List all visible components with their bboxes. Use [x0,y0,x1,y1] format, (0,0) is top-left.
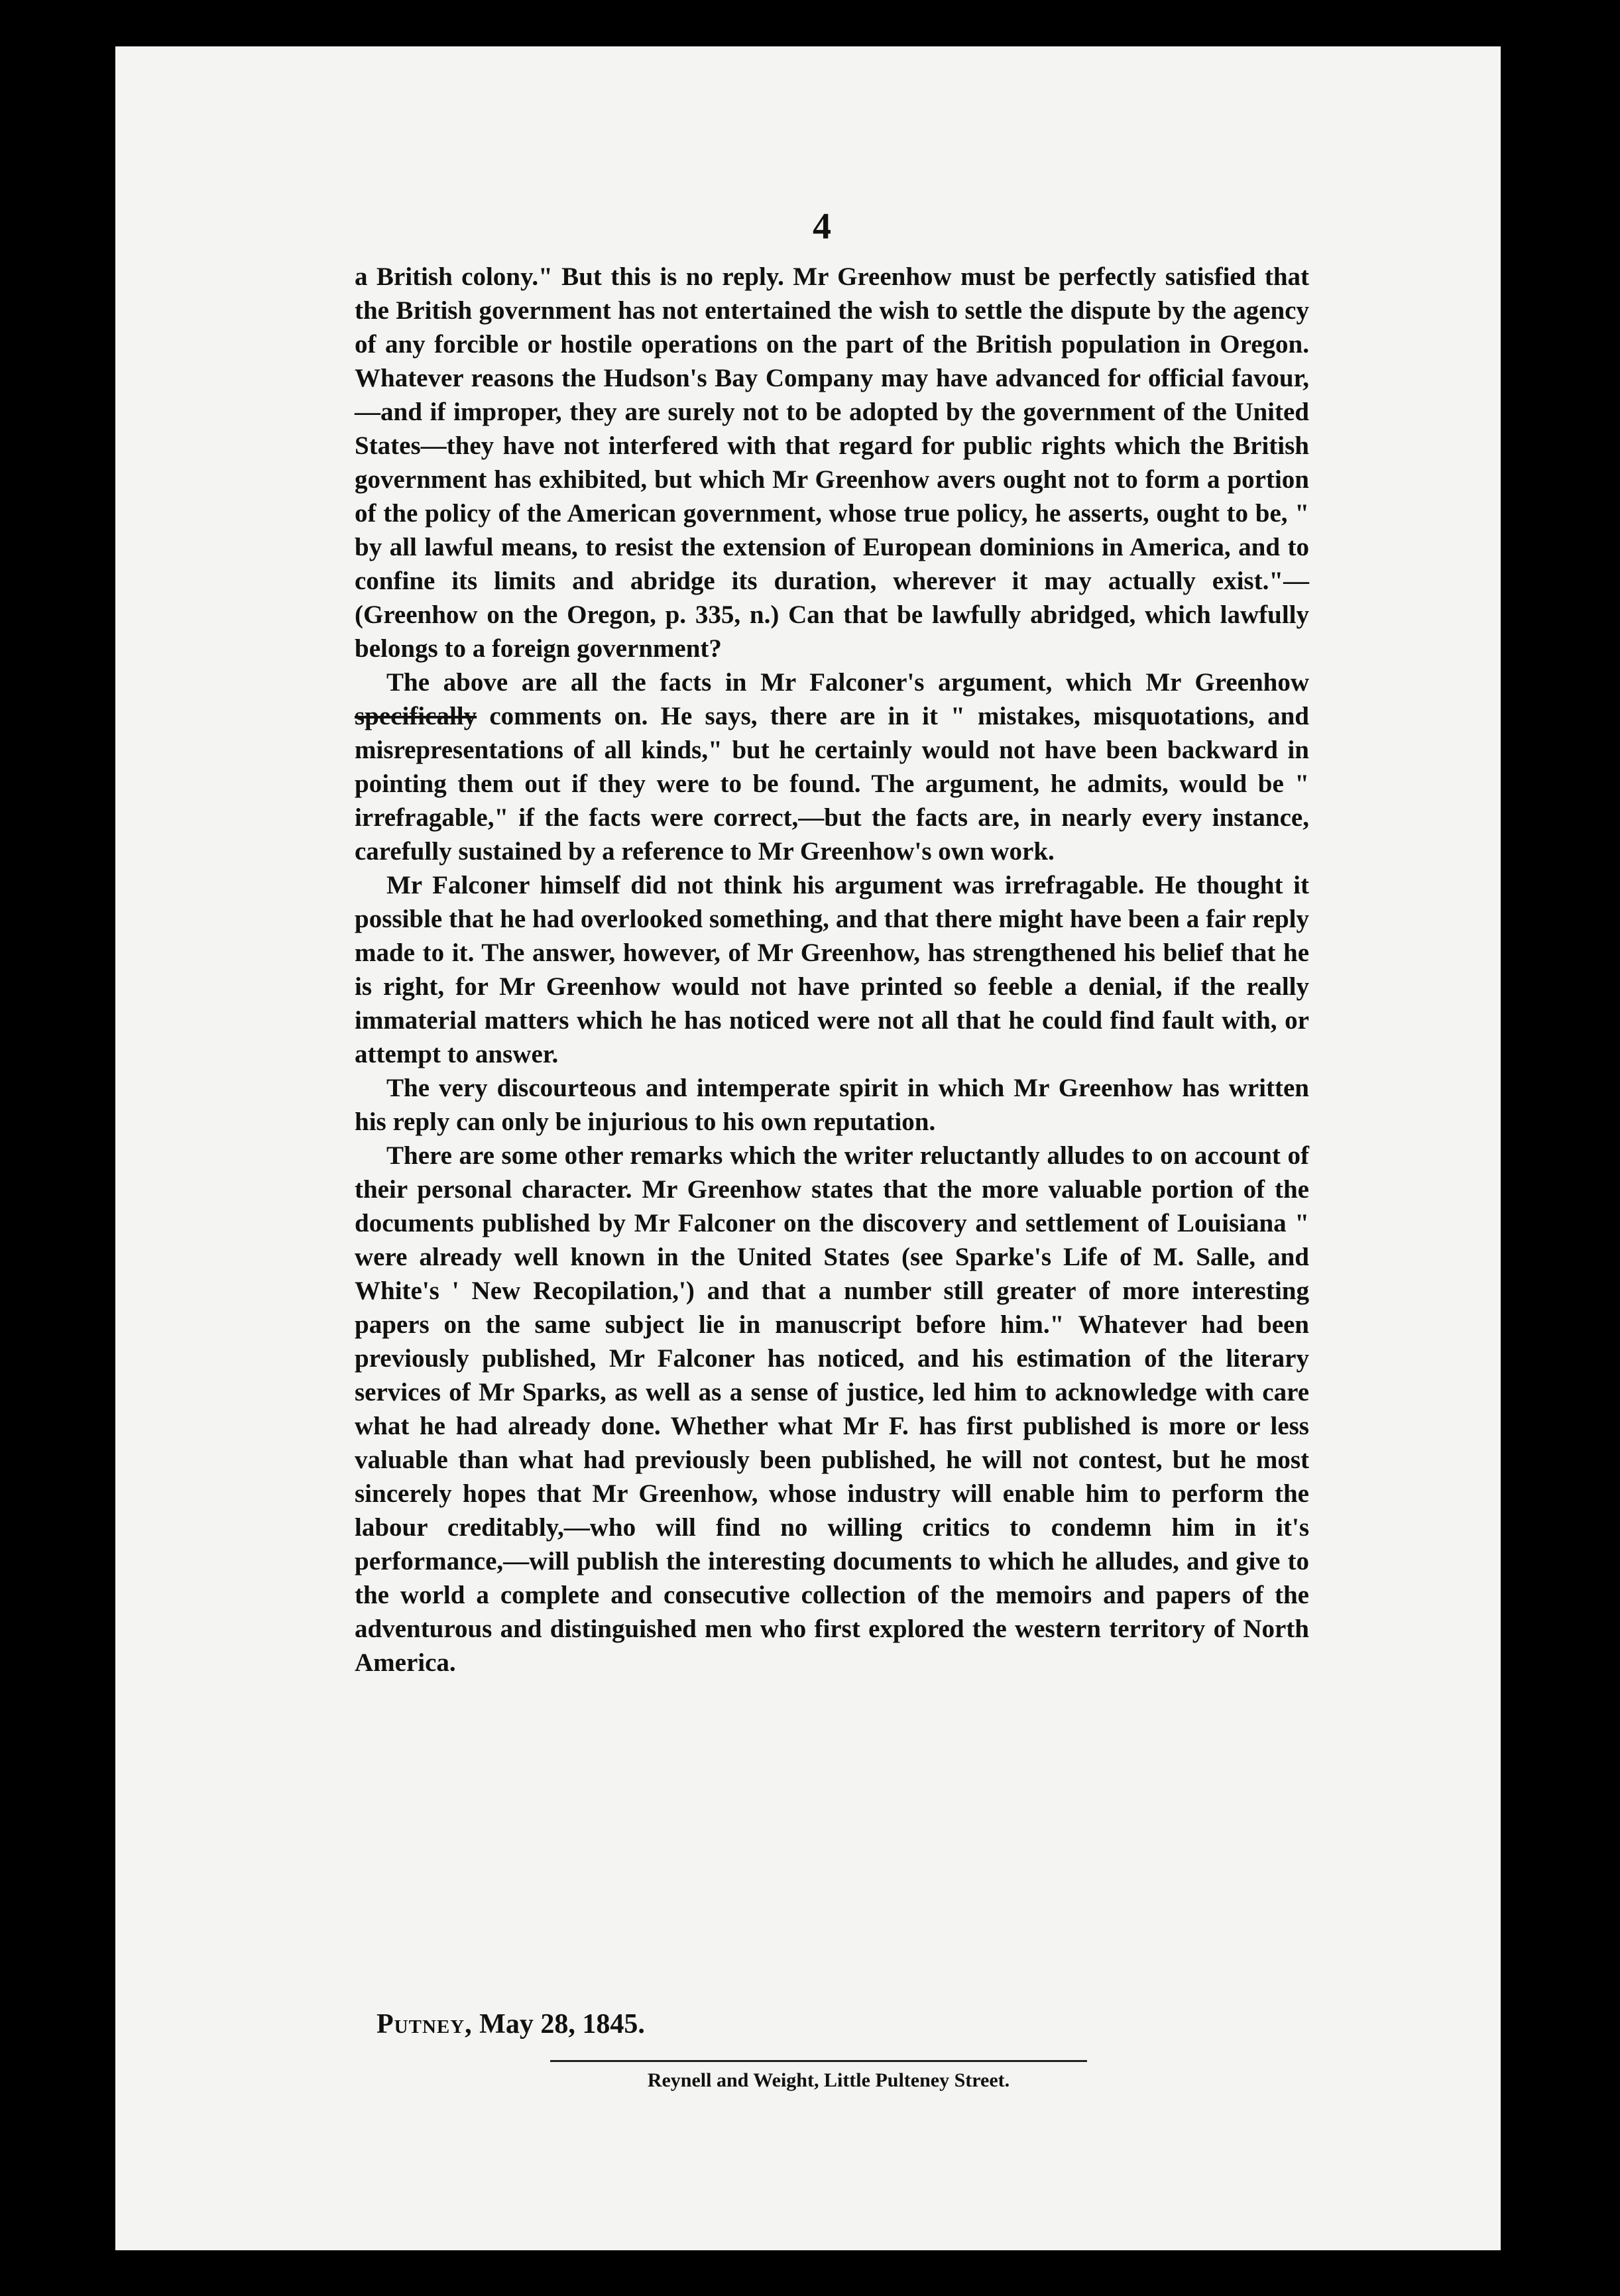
paragraph-5: There are some other remarks which the writer reluctantly alludes to on account of their personal character. Mr Greenhow states that the more valuable portion of the documents published by Mr Falconer on the discovery and settlement of Louisiana " were already well known in the United States (see Sparke's Life of M. Salle, and White's ' New Recopilation,') and that a number still greater of more interesting papers on the same subject lie in manuscript before him." Whatever had been previously published, Mr Falconer has noticed, and his estimation of the literary services of Mr Sparks, as well as a sense of justice, led him to acknowledge with care what he had already done. Whether what Mr F. has first published is more or less valuable than what had previously been published, he will not contest, but he most sincerely hopes that Mr Greenhow, whose industry will enable him to perform the labour creditably,—who will find no willing critics to condemn him in it's performance,—will publish the interesting documents to which he alludes, and give to the world a complete and consecutive collection of the memoirs and papers of the adventurous and distinguished men who first explored the western territory of North America. [355,1141,1309,1677]
struck-through-word: specifically [355,702,477,730]
paragraph-2-end: comments on. He says, there are in it " mistakes, misquotations, and misrepresentations of all kinds," but he certainly would not have been backward in pointing them out if they were to be found. The argument, he admits, would be " irrefragable," if the facts were correct,—but the facts are, in nearly every instance, carefully sustained by a reference to Mr Greenhow's own work. [355,702,1309,866]
paragraph-4: The very discourteous and intemperate spirit in which Mr Greenhow has written his reply can only be injurious to his own reputation. [355,1074,1309,1136]
paragraph-2 [355,665,1309,868]
paragraph-3: Mr Falconer himself did not think his argument was irrefragable. He thought it possible that he had overlooked something, and that there might have been a fair reply made to it. The answer, however, of Mr Greenhow, has strengthened his belief that he is right, for Mr Greenhow would not have printed so feeble a denial, if the really immaterial matters which he has noticed were not all that he could find fault with, or attempt to answer. [355,871,1309,1068]
body-text [355,260,1309,1680]
dateline-place: Putney, [376,2009,473,2039]
page-number: 4 [813,206,831,247]
paragraph-2-start: The above are all the facts in Mr Falconer's argument, which Mr Greenhow [386,668,1309,697]
paragraph-1: a British colony." But this is no reply. Mr Greenhow must be perfectly satisfied that the British government has not entertained the wish to settle the dispute by the agency of any forcible or hostile operations on the part of the British population in Oregon. Whatever reasons the Hudson's Bay Company may have advanced for official favour,—and if improper, they are surely not to be adopted by the government of the United States—they have not interfered with that regard for public rights which the British government has exhibited, but which Mr Greenhow avers ought not to form a portion of the policy of the American government, whose true policy, he asserts, ought to be, " by all lawful means, to resist the extension of European dominions in America, and to confine its limits and abridge its duration, wherever it may actually exist."—(Greenhow on the Oregon, p. 335, n.) Can that be lawfully abridged, which lawfully belongs to a foreign government? [355,262,1309,663]
dateline [376,2008,645,2040]
imprint-rule [550,2060,1087,2062]
dateline-date: May 28, 1845. [479,2009,645,2039]
printer-imprint: Reynell and Weight, Little Pulteney Street. [647,2069,1010,2091]
